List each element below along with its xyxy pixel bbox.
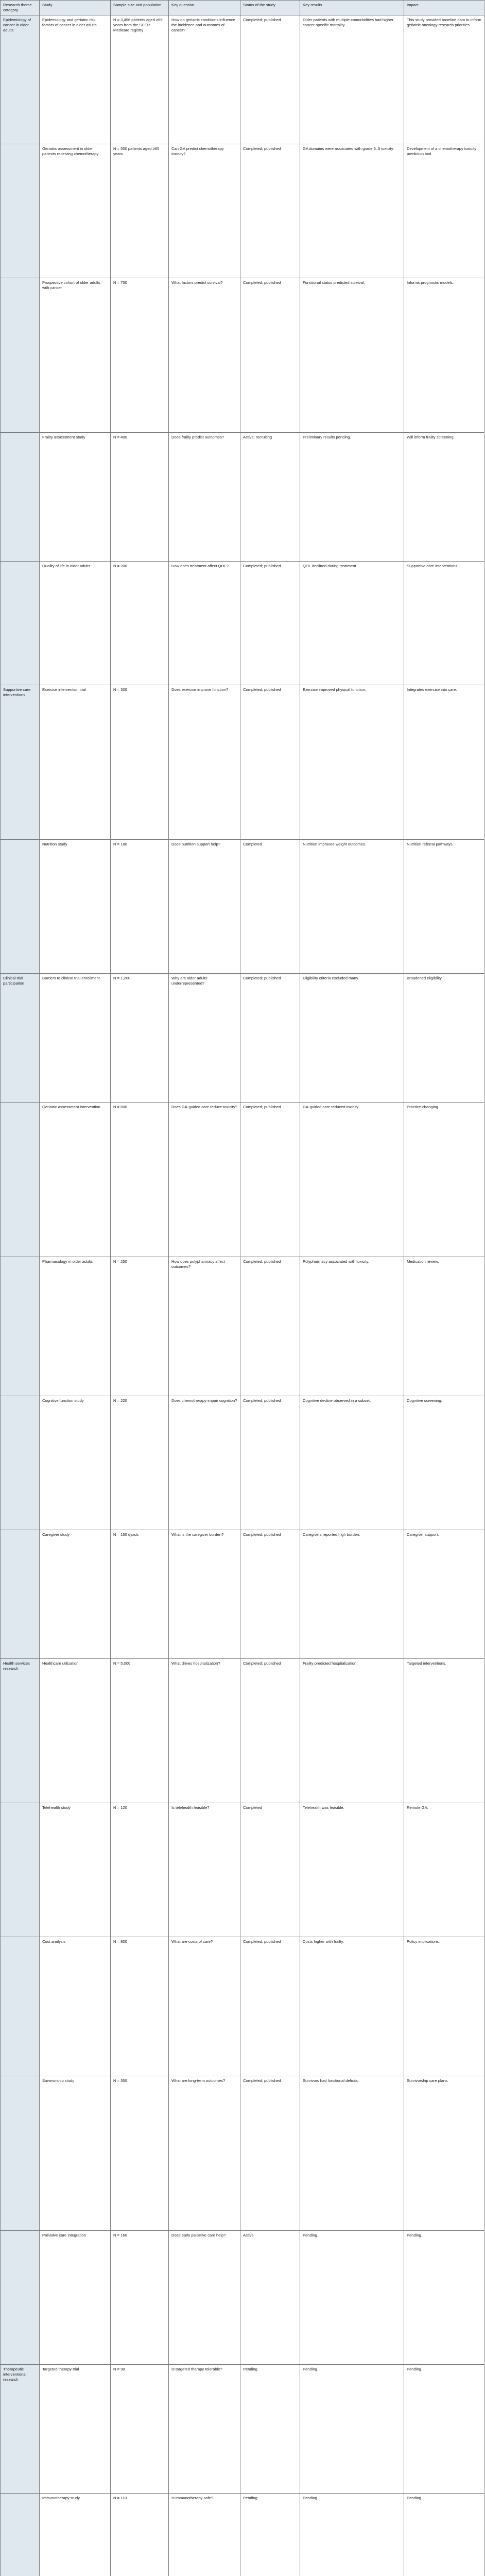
study-cell: Caregiver study bbox=[40, 1530, 111, 1659]
sample-cell: N = 300 bbox=[111, 685, 169, 840]
results-cell: Cognitive decline observed in a subset. bbox=[300, 1396, 404, 1530]
table-row bbox=[1, 1659, 484, 1803]
results-cell: GA domains were associated with grade 3–5 toxicity. bbox=[300, 144, 404, 278]
sample-cell: N = 800 bbox=[111, 1937, 169, 2076]
status-cell: Completed; published bbox=[240, 1103, 300, 1257]
category-cell bbox=[1, 2076, 40, 2231]
table-row bbox=[1, 144, 484, 278]
study-cell: Prospective cohort of older adults with cancer bbox=[40, 278, 111, 433]
status-cell: Completed; published bbox=[240, 974, 300, 1103]
question-cell: What are long-term outcomes? bbox=[169, 2076, 240, 2231]
category-cell bbox=[1, 840, 40, 974]
study-cell: Nutrition study bbox=[40, 840, 111, 974]
category-cell bbox=[1, 1530, 40, 1659]
header-cell: Key question bbox=[169, 1, 240, 15]
impact-cell: Will inform frailty screening. bbox=[404, 433, 484, 562]
table-row bbox=[1, 840, 484, 974]
table-row bbox=[1, 562, 484, 685]
sample-cell: N = 5,000 bbox=[111, 1659, 169, 1803]
study-cell: Barriers to clinical trial enrollment bbox=[40, 974, 111, 1103]
status-cell: Completed bbox=[240, 1803, 300, 1937]
sample-cell: N = 150 dyads bbox=[111, 1530, 169, 1659]
question-cell: What factors predict survival? bbox=[169, 278, 240, 433]
header-row bbox=[1, 1, 484, 15]
question-cell: How do geriatric conditions influence the incidence and outcomes of cancer? bbox=[169, 15, 240, 144]
question-cell: What are costs of care? bbox=[169, 1937, 240, 2076]
category-cell: Health services research bbox=[1, 1659, 40, 1803]
study-cell: Epidemiology and geriatric risk factors of cancer in older adults bbox=[40, 15, 111, 144]
study-cell: Cost analysis bbox=[40, 1937, 111, 2076]
study-cell: Exercise intervention trial bbox=[40, 685, 111, 840]
study-cell: Survivorship study bbox=[40, 2076, 111, 2231]
table-row bbox=[1, 2494, 484, 2576]
results-cell: GA-guided care reduced toxicity. bbox=[300, 1103, 404, 1257]
question-cell: Can GA predict chemotherapy toxicity? bbox=[169, 144, 240, 278]
study-cell: Cognitive function study bbox=[40, 1396, 111, 1530]
question-cell: Is telehealth feasible? bbox=[169, 1803, 240, 1937]
category-cell bbox=[1, 562, 40, 685]
table-row bbox=[1, 1530, 484, 1659]
results-cell: Older patients with multiple comorbidities had higher cancer-specific mortality. bbox=[300, 15, 404, 144]
status-cell: Completed; published bbox=[240, 278, 300, 433]
header-cell: Impact bbox=[404, 1, 484, 15]
table-row bbox=[1, 433, 484, 562]
status-cell: Completed bbox=[240, 840, 300, 974]
header-cell: Status of the study bbox=[240, 1, 300, 15]
study-cell: Geriatric assessment intervention bbox=[40, 1103, 111, 1257]
study-cell: Quality of life in older adults bbox=[40, 562, 111, 685]
results-cell: Pending. bbox=[300, 2494, 404, 2576]
header-cell: Research theme category bbox=[1, 1, 40, 15]
question-cell: What drives hospitalization? bbox=[169, 1659, 240, 1803]
status-cell: Active; recruiting bbox=[240, 433, 300, 562]
question-cell: How does treatment affect QOL? bbox=[169, 562, 240, 685]
study-cell: Immunotherapy study bbox=[40, 2494, 111, 2576]
impact-cell: Cognitive screening. bbox=[404, 1396, 484, 1530]
impact-cell: Caregiver support. bbox=[404, 1530, 484, 1659]
category-cell: Therapeutic interventional research bbox=[1, 2365, 40, 2494]
question-cell: Why are older adults underrepresented? bbox=[169, 974, 240, 1103]
category-cell: Clinical trial participation bbox=[1, 974, 40, 1103]
question-cell: How does polypharmacy affect outcomes? bbox=[169, 1257, 240, 1396]
category-cell bbox=[1, 1257, 40, 1396]
impact-cell: Integrates exercise into care. bbox=[404, 685, 484, 840]
sample-cell: N = 110 bbox=[111, 2494, 169, 2576]
table-row bbox=[1, 1103, 484, 1257]
sample-cell: N = 180 bbox=[111, 840, 169, 974]
category-cell: Supportive care interventions bbox=[1, 685, 40, 840]
table-row bbox=[1, 1396, 484, 1530]
study-cell: Palliative care integration bbox=[40, 2231, 111, 2365]
results-cell: Eligibility criteria excluded many. bbox=[300, 974, 404, 1103]
table-row bbox=[1, 685, 484, 840]
impact-cell: This study provided baseline data to inform geriatric oncology research priorities. bbox=[404, 15, 484, 144]
status-cell: Completed; published bbox=[240, 685, 300, 840]
table-row bbox=[1, 15, 484, 144]
results-cell: Pending. bbox=[300, 2231, 404, 2365]
impact-cell: Broadened eligibility. bbox=[404, 974, 484, 1103]
table-row bbox=[1, 974, 484, 1103]
results-cell: Preliminary results pending. bbox=[300, 433, 404, 562]
sample-cell: N = 500 patients aged ≥65 years bbox=[111, 144, 169, 278]
question-cell: Does nutrition support help? bbox=[169, 840, 240, 974]
results-cell: Nutrition improved weight outcomes. bbox=[300, 840, 404, 974]
table-row bbox=[1, 278, 484, 433]
study-cell: Targeted therapy trial bbox=[40, 2365, 111, 2494]
category-cell bbox=[1, 1803, 40, 1937]
question-cell: Is targeted therapy tolerable? bbox=[169, 2365, 240, 2494]
status-cell: Active bbox=[240, 2231, 300, 2365]
status-cell: Completed; published bbox=[240, 1659, 300, 1803]
sample-cell: N = 3,456 patients aged ≥65 years from the SEER-Medicare registry bbox=[111, 15, 169, 144]
sample-cell: N = 160 bbox=[111, 2231, 169, 2365]
question-cell: Does exercise improve function? bbox=[169, 685, 240, 840]
category-cell bbox=[1, 433, 40, 562]
category-cell bbox=[1, 144, 40, 278]
sample-cell: N = 400 bbox=[111, 433, 169, 562]
impact-cell: Development of a chemotherapy toxicity prediction tool. bbox=[404, 144, 484, 278]
impact-cell: Pending. bbox=[404, 2494, 484, 2576]
category-cell bbox=[1, 2231, 40, 2365]
results-cell: Costs higher with frailty. bbox=[300, 1937, 404, 2076]
study-cell: Frailty assessment study bbox=[40, 433, 111, 562]
table-row bbox=[1, 2076, 484, 2231]
sample-cell: N = 120 bbox=[111, 1803, 169, 1937]
question-cell: Does frailty predict outcomes? bbox=[169, 433, 240, 562]
table-row bbox=[1, 1937, 484, 2076]
results-cell: Polypharmacy associated with toxicity. bbox=[300, 1257, 404, 1396]
impact-cell: Supportive care interventions. bbox=[404, 562, 484, 685]
impact-cell: Remote GA. bbox=[404, 1803, 484, 1937]
results-cell: Frailty predicted hospitalization. bbox=[300, 1659, 404, 1803]
results-cell: QOL declined during treatment. bbox=[300, 562, 404, 685]
question-cell: Does chemotherapy impair cognition? bbox=[169, 1396, 240, 1530]
status-cell: Completed; published bbox=[240, 562, 300, 685]
results-cell: Survivors had functional deficits. bbox=[300, 2076, 404, 2231]
status-cell: Completed; published bbox=[240, 144, 300, 278]
sample-cell: N = 200 bbox=[111, 562, 169, 685]
category-cell bbox=[1, 1396, 40, 1530]
question-cell: What is the caregiver burden? bbox=[169, 1530, 240, 1659]
results-cell: Exercise improved physical function. bbox=[300, 685, 404, 840]
study-cell: Healthcare utilization bbox=[40, 1659, 111, 1803]
impact-cell: Informs prognostic models. bbox=[404, 278, 484, 433]
question-cell: Does GA-guided care reduce toxicity? bbox=[169, 1103, 240, 1257]
status-cell: Completed; published bbox=[240, 15, 300, 144]
study-cell: Telehealth study bbox=[40, 1803, 111, 1937]
study-cell: Pharmacology in older adults bbox=[40, 1257, 111, 1396]
impact-cell: Pending. bbox=[404, 2365, 484, 2494]
sample-cell: N = 350 bbox=[111, 2076, 169, 2231]
impact-cell: Targeted interventions. bbox=[404, 1659, 484, 1803]
header-cell: Key results bbox=[300, 1, 404, 15]
table-row bbox=[1, 2231, 484, 2365]
category-cell bbox=[1, 2494, 40, 2576]
category-cell: Epidemiology of cancer in older adults bbox=[1, 15, 40, 144]
sample-cell: N = 750 bbox=[111, 278, 169, 433]
status-cell: Completed; published bbox=[240, 2076, 300, 2231]
table-row bbox=[1, 2365, 484, 2494]
impact-cell: Policy implications. bbox=[404, 1937, 484, 2076]
question-cell: Is immunotherapy safe? bbox=[169, 2494, 240, 2576]
question-cell: Does early palliative care help? bbox=[169, 2231, 240, 2365]
category-cell bbox=[1, 1103, 40, 1257]
table-row bbox=[1, 1803, 484, 1937]
category-cell bbox=[1, 1937, 40, 2076]
impact-cell: Practice-changing. bbox=[404, 1103, 484, 1257]
results-cell: Pending. bbox=[300, 2365, 404, 2494]
header-cell: Study bbox=[40, 1, 111, 15]
sample-cell: N = 600 bbox=[111, 1103, 169, 1257]
status-cell: Pending bbox=[240, 2494, 300, 2576]
sample-cell: N = 1,200 bbox=[111, 974, 169, 1103]
results-cell: Functional status predicted survival. bbox=[300, 278, 404, 433]
sample-cell: N = 90 bbox=[111, 2365, 169, 2494]
impact-cell: Survivorship care plans. bbox=[404, 2076, 484, 2231]
category-cell bbox=[1, 278, 40, 433]
sample-cell: N = 220 bbox=[111, 1396, 169, 1530]
status-cell: Completed; published bbox=[240, 1257, 300, 1396]
impact-cell: Nutrition referral pathways. bbox=[404, 840, 484, 974]
status-cell: Completed; published bbox=[240, 1396, 300, 1530]
impact-cell: Pending. bbox=[404, 2231, 484, 2365]
impact-cell: Medication review. bbox=[404, 1257, 484, 1396]
status-cell: Completed; published bbox=[240, 1937, 300, 2076]
study-cell: Geriatric assessment in older patients receiving chemotherapy bbox=[40, 144, 111, 278]
header-cell: Sample size and population bbox=[111, 1, 169, 15]
table-row bbox=[1, 1257, 484, 1396]
sample-cell: N = 250 bbox=[111, 1257, 169, 1396]
status-cell: Completed; published bbox=[240, 1530, 300, 1659]
results-cell: Telehealth was feasible. bbox=[300, 1803, 404, 1937]
results-cell: Caregivers reported high burden. bbox=[300, 1530, 404, 1659]
status-cell: Pending bbox=[240, 2365, 300, 2494]
